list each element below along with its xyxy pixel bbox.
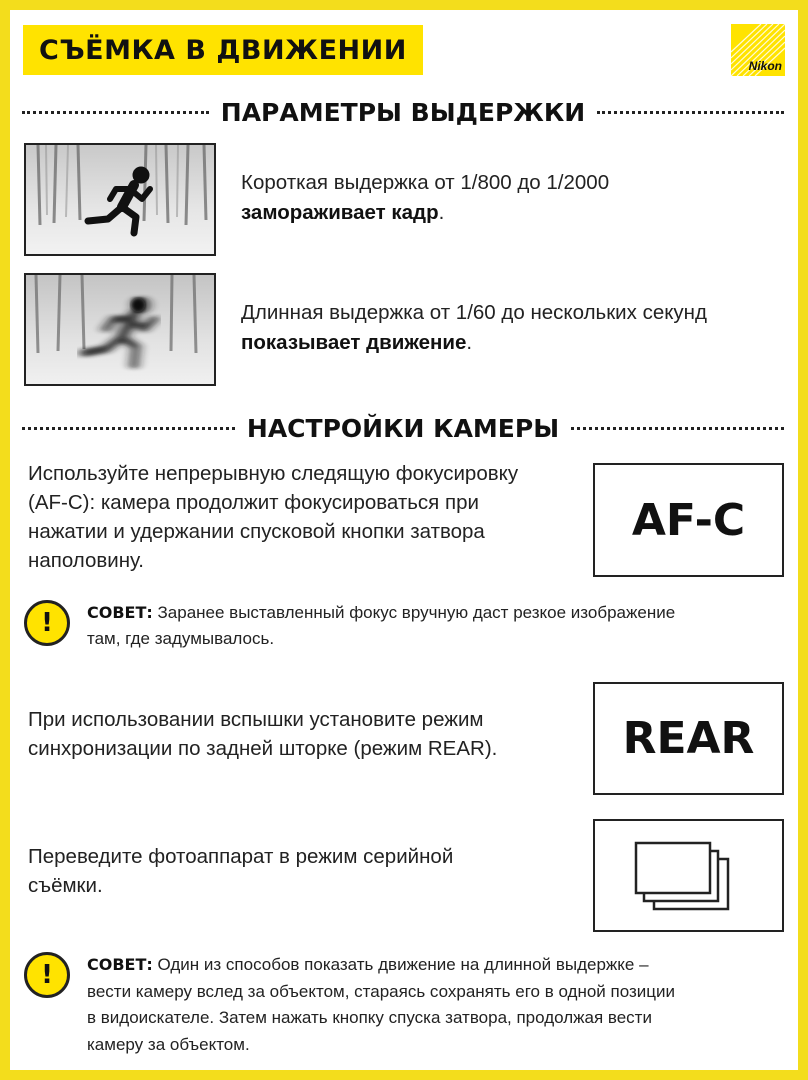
- dotted-divider: [571, 427, 784, 430]
- warning-icon: !: [24, 952, 70, 998]
- section-header-shutter: [22, 97, 784, 127]
- tip-text: [87, 600, 777, 652]
- text-line: Заранее выставленный фокус вручную даст резкое изображение: [157, 603, 676, 622]
- text-line: нажатии и удержании спусковой кнопки затвора: [28, 520, 485, 543]
- text-line: Один из способов показать движение на длинной выдержке –: [157, 955, 649, 974]
- text-line: вести камеру вслед за объектом, стараясь сохранять его в одной позиции: [87, 981, 676, 1001]
- tip-focus: [24, 600, 784, 656]
- section-title: ПАРАМЕТРЫ ВЫДЕРЖКИ: [220, 97, 586, 127]
- shutter-slow-text: Длинная выдержка от 1/60 до нескольких секунд: [241, 301, 707, 324]
- dotted-divider: [22, 111, 209, 114]
- shutter-fast-suffix: .: [438, 201, 445, 224]
- shutter-fast-bold: замораживает кадр: [241, 201, 439, 224]
- burst-paragraph: [28, 842, 588, 900]
- focus-paragraph: [28, 459, 588, 575]
- burst-mode-icon: [634, 841, 744, 911]
- runner-frozen-photo: [24, 143, 216, 256]
- text-line: там, где задумывалось.: [87, 629, 275, 648]
- nikon-logo: [731, 24, 785, 76]
- af-c-label: AF-C: [631, 494, 746, 546]
- tip-panning: [24, 952, 784, 1062]
- flash-paragraph: [28, 705, 588, 763]
- text-line: Переведите фотоаппарат в режим серийной: [28, 845, 454, 868]
- text-line: При использовании вспышки установите режим: [28, 708, 484, 731]
- text-line: в видоискателе. Затем нажать кнопку спуска затвора, продолжая вести: [87, 1008, 652, 1027]
- shutter-item-slow: [241, 298, 801, 358]
- section-title: НАСТРОЙКИ КАМЕРЫ: [246, 413, 560, 443]
- text-line: синхронизации по задней шторке (режим REAR).: [28, 737, 498, 760]
- rear-mode-box: [593, 682, 784, 795]
- shutter-slow-bold: показывает движение: [241, 331, 467, 354]
- text-line: съёмки.: [28, 874, 103, 897]
- dotted-divider: [597, 111, 784, 114]
- shutter-fast-text: Короткая выдержка от 1/800 до 1/2000: [241, 171, 610, 194]
- tip-label: СОВЕТ:: [87, 955, 153, 974]
- page-title-banner: [23, 25, 423, 75]
- tip-text: [87, 952, 777, 1058]
- tip-label: СОВЕТ:: [87, 603, 153, 622]
- shutter-slow-suffix: .: [466, 331, 473, 354]
- section-header-camera: [22, 413, 784, 443]
- af-c-mode-box: [593, 463, 784, 577]
- rear-label: REAR: [622, 713, 755, 764]
- runner-motion-blur-photo: [24, 273, 216, 386]
- text-line: Используйте непрерывную следящую фокусировку: [28, 462, 519, 485]
- text-line: наполовину.: [28, 549, 144, 572]
- logo-text: Nikon: [748, 59, 782, 73]
- shutter-item-fast: [241, 168, 801, 228]
- burst-mode-box: [593, 819, 784, 932]
- dotted-divider: [22, 427, 235, 430]
- text-line: (AF-C): камера продолжит фокусироваться при: [28, 491, 479, 514]
- text-line: камеру за объектом.: [87, 1034, 250, 1054]
- page-title: СЪЁМКА В ДВИЖЕНИИ: [39, 34, 407, 66]
- warning-icon: !: [24, 600, 70, 646]
